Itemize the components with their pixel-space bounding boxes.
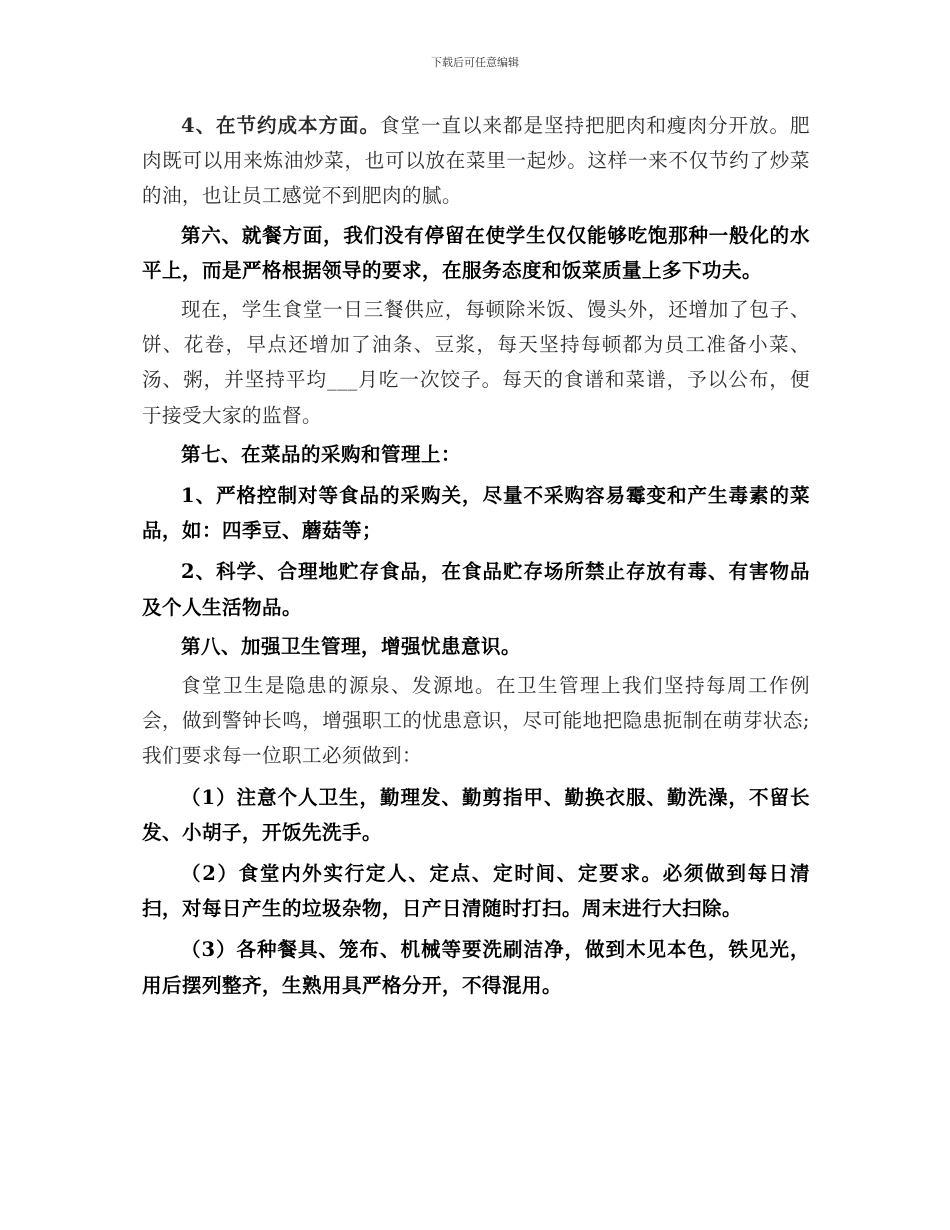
page-header: 下载后可任意编辑 bbox=[431, 56, 519, 69]
section-eight-heading: 第八、加强卫生管理，增强忧患意识。 bbox=[181, 634, 522, 658]
list-item-cleaning-duties: （2）食堂内外实行定人、定点、定时间、定要求。必须做到每日清扫，对每日产生的垃圾杂物，日产日清随时打扫。周末进行大扫除。 bbox=[142, 862, 810, 921]
paragraph-cost-saving bbox=[142, 108, 810, 214]
list-item-storage: 2、科学、合理地贮存食品，在食品贮存场所禁止存放有毒、有害物品及个人生活物品。 bbox=[142, 560, 810, 619]
document-body bbox=[142, 108, 810, 1003]
paragraph-hygiene-intro: 食堂卫生是隐患的源泉、发源地。在卫生管理上我们坚持每周工作例会，做到警钟长鸣，增强职工的忧患意识，尽可能地把隐患扼制在萌芽状态;我们要求每一位职工必须做到： bbox=[142, 674, 810, 768]
paragraph-cost-saving-lead: 4、在节约成本方面。 bbox=[181, 114, 381, 137]
paragraph-cost-saving-text: 食堂一直以来都是坚持把肥肉和瘦肉分开放。肥肉既可以用来炼油炒菜，也可以放在菜里一起炒。这样一来不仅节约了炒菜的油，也让员工感觉不到肥肉的腻。 bbox=[142, 114, 810, 208]
section-seven-heading: 第七、在菜品的采购和管理上： bbox=[181, 442, 462, 466]
list-item-utensils: （3）各种餐具、笼布、机械等要洗刷洁净，做到木见本色，铁见光，用后摆列整齐，生熟用具严格分开，不得混用。 bbox=[142, 938, 810, 997]
paragraph-meal-supply: 现在，学生食堂一日三餐供应，每顿除米饭、馒头外，还增加了包子、饼、花卷，早点还增加了油条、豆浆，每天坚持每顿都为员工准备小菜、汤、粥，并坚持平均___月吃一次饺子。每天的食谱和菜谱，予以公布，便于接受大家的监督。 bbox=[142, 298, 810, 427]
list-item-personal-hygiene: （1）注意个人卫生，勤理发、勤剪指甲、勤换衣服、勤洗澡，不留长发、小胡子，开饭先洗手。 bbox=[142, 785, 810, 844]
list-item-procurement: 1、严格控制对等食品的采购关，尽量不采购容易霉变和产生毒素的菜品，如：四季豆、蘑菇等； bbox=[142, 484, 810, 543]
section-six-heading: 第六、就餐方面，我们没有停留在使学生仅仅能够吃饱那种一般化的水平上，而是严格根据领导的要求，在服务态度和饭菜质量上多下功夫。 bbox=[142, 223, 810, 282]
